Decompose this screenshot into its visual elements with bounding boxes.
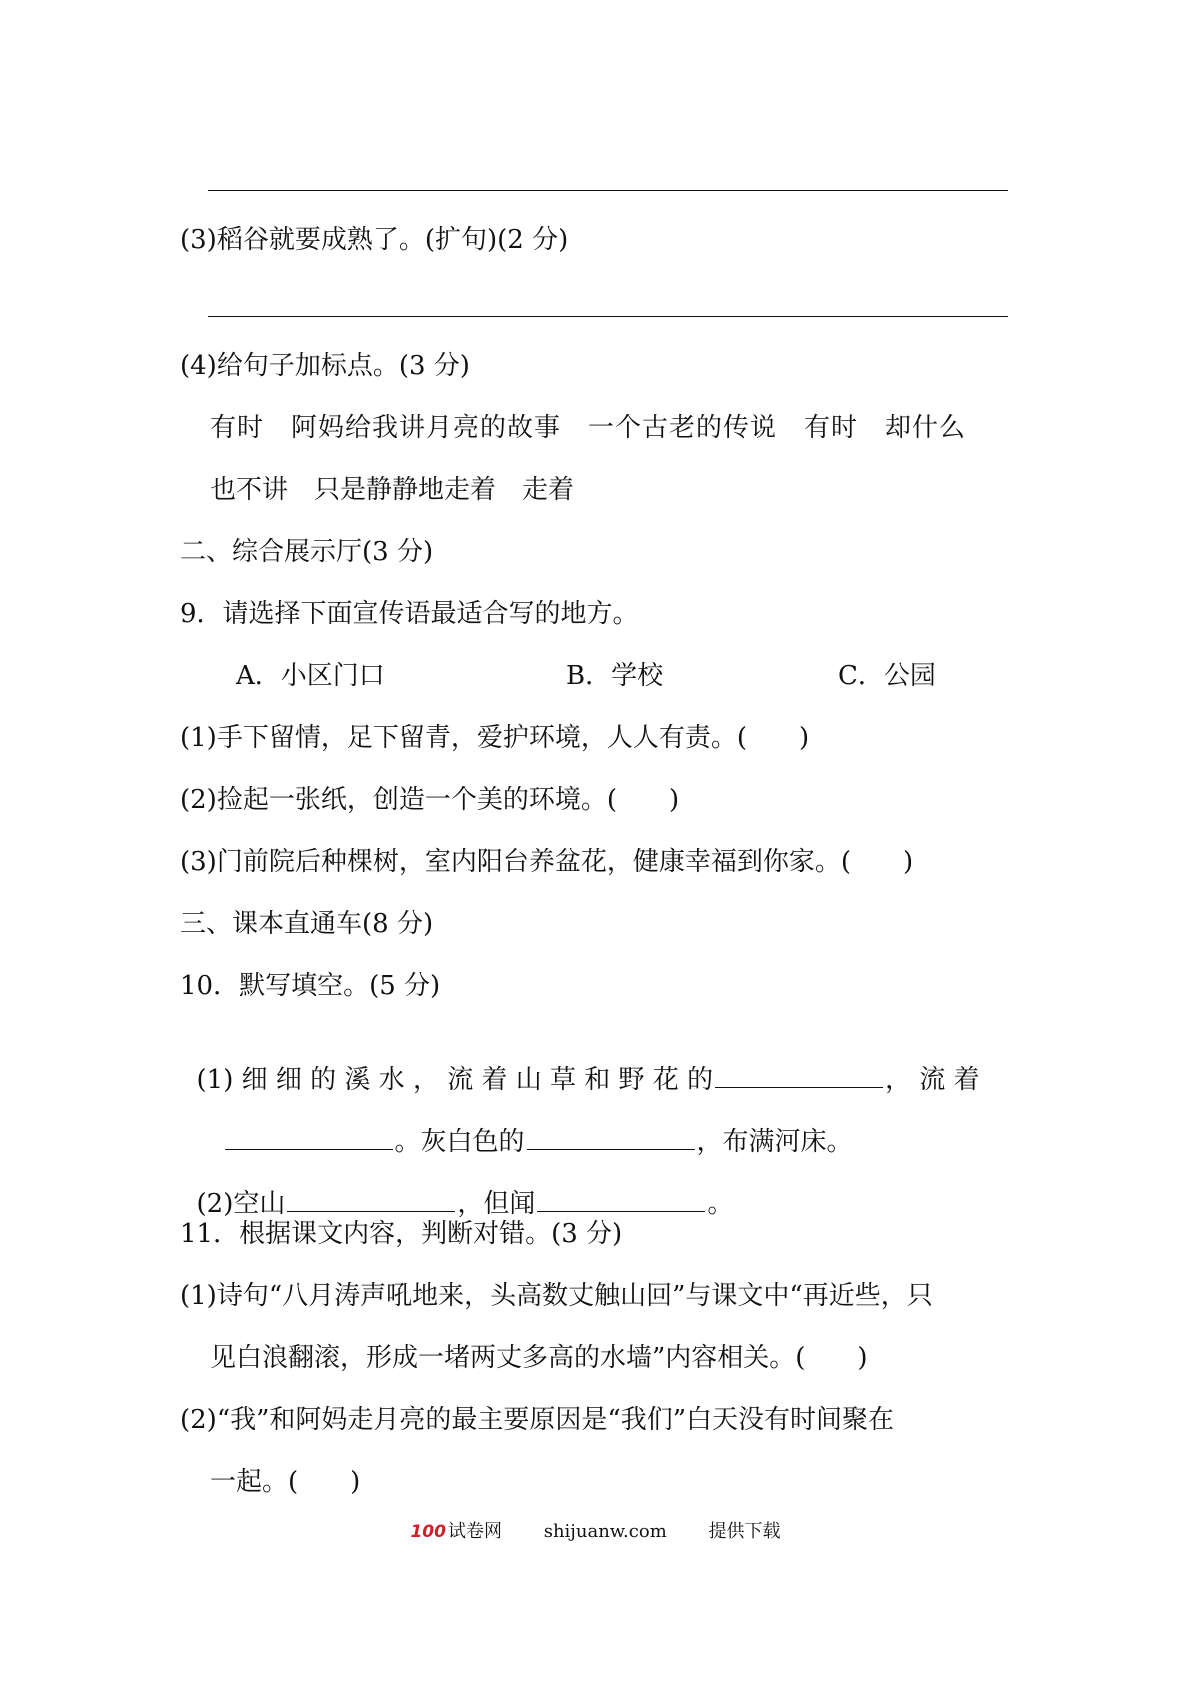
option-a: A．小区门口	[236, 661, 385, 691]
q10-part1-text-d: ，布满河床。	[696, 1127, 853, 1157]
answer-line-2[interactable]	[208, 316, 1008, 317]
q10-part1-line1	[180, 1032, 980, 1096]
q10-part2-text-c: 。	[707, 1189, 734, 1219]
q8-part3: (3)稻谷就要成熟了。(扩句)(2 分)	[180, 225, 569, 255]
site-name: 试卷网	[447, 1521, 502, 1542]
answer-line-1[interactable]	[208, 190, 1008, 191]
q11-part1-line2[interactable]: 见白浪翻滚，形成一堵两丈多高的水墙”内容相关。( )	[210, 1343, 868, 1373]
q10-part2-text-a: (2)空山	[196, 1189, 286, 1219]
q10-part2-text-b: ，但闻	[457, 1189, 536, 1219]
q10-part2	[180, 1156, 733, 1220]
blank-5[interactable]	[537, 1189, 705, 1212]
punctuation-line-1: 有时 阿妈给我讲月亮的故事 一个古老的传说 有时 却什么	[210, 413, 967, 443]
blank-2[interactable]	[225, 1127, 393, 1150]
q10-part1-line2	[208, 1094, 853, 1158]
question-11: 11．根据课文内容，判断对错。(3 分)	[180, 1219, 623, 1249]
question-9: 9．请选择下面宣传语最适合写的地方。	[180, 599, 639, 629]
download-note: 提供下载	[708, 1521, 781, 1542]
q9-item-3[interactable]: (3)门前院后种棵树，室内阳台养盆花，健康幸福到你家。( )	[180, 847, 914, 877]
section-3-heading: 三、课本直通车(8 分)	[180, 909, 434, 939]
q9-item-2[interactable]: (2)捡起一张纸，创造一个美的环境。( )	[180, 785, 680, 815]
blank-4[interactable]	[287, 1189, 455, 1212]
page-footer	[0, 1520, 1191, 1544]
q10-part1-text-b: ， 流 着	[885, 1065, 980, 1095]
q11-part1-line1: (1)诗句“八月涛声吼地来，头高数丈触山回”与课文中“再近些，只	[180, 1281, 933, 1311]
question-10: 10．默写填空。(5 分)	[180, 971, 441, 1001]
q11-part2-line2[interactable]: 一起。( )	[210, 1467, 361, 1497]
section-2-heading: 二、综合展示厅(3 分)	[180, 537, 434, 567]
site-url[interactable]: shijuanw.com	[543, 1521, 667, 1542]
q11-part2-line1: (2)“我”和阿妈走月亮的最主要原因是“我们”白天没有时间聚在	[180, 1405, 894, 1435]
q8-part4: (4)给句子加标点。(3 分)	[180, 351, 470, 381]
q9-item-1[interactable]: (1)手下留情，足下留青，爱护环境，人人有责。( )	[180, 723, 810, 753]
blank-1[interactable]	[715, 1065, 883, 1088]
site-logo: 100	[410, 1522, 446, 1542]
blank-3[interactable]	[527, 1127, 695, 1150]
option-b: B．学校	[566, 661, 664, 691]
punctuation-line-2: 也不讲 只是静静地走着 走着	[210, 475, 575, 505]
option-c: C．公园	[838, 661, 936, 691]
q10-part1-text-c: 。灰白色的	[394, 1127, 525, 1157]
q10-part1-text-a: (1) 细 细 的 溪 水 ， 流 着 山 草 和 野 花 的	[196, 1065, 714, 1095]
